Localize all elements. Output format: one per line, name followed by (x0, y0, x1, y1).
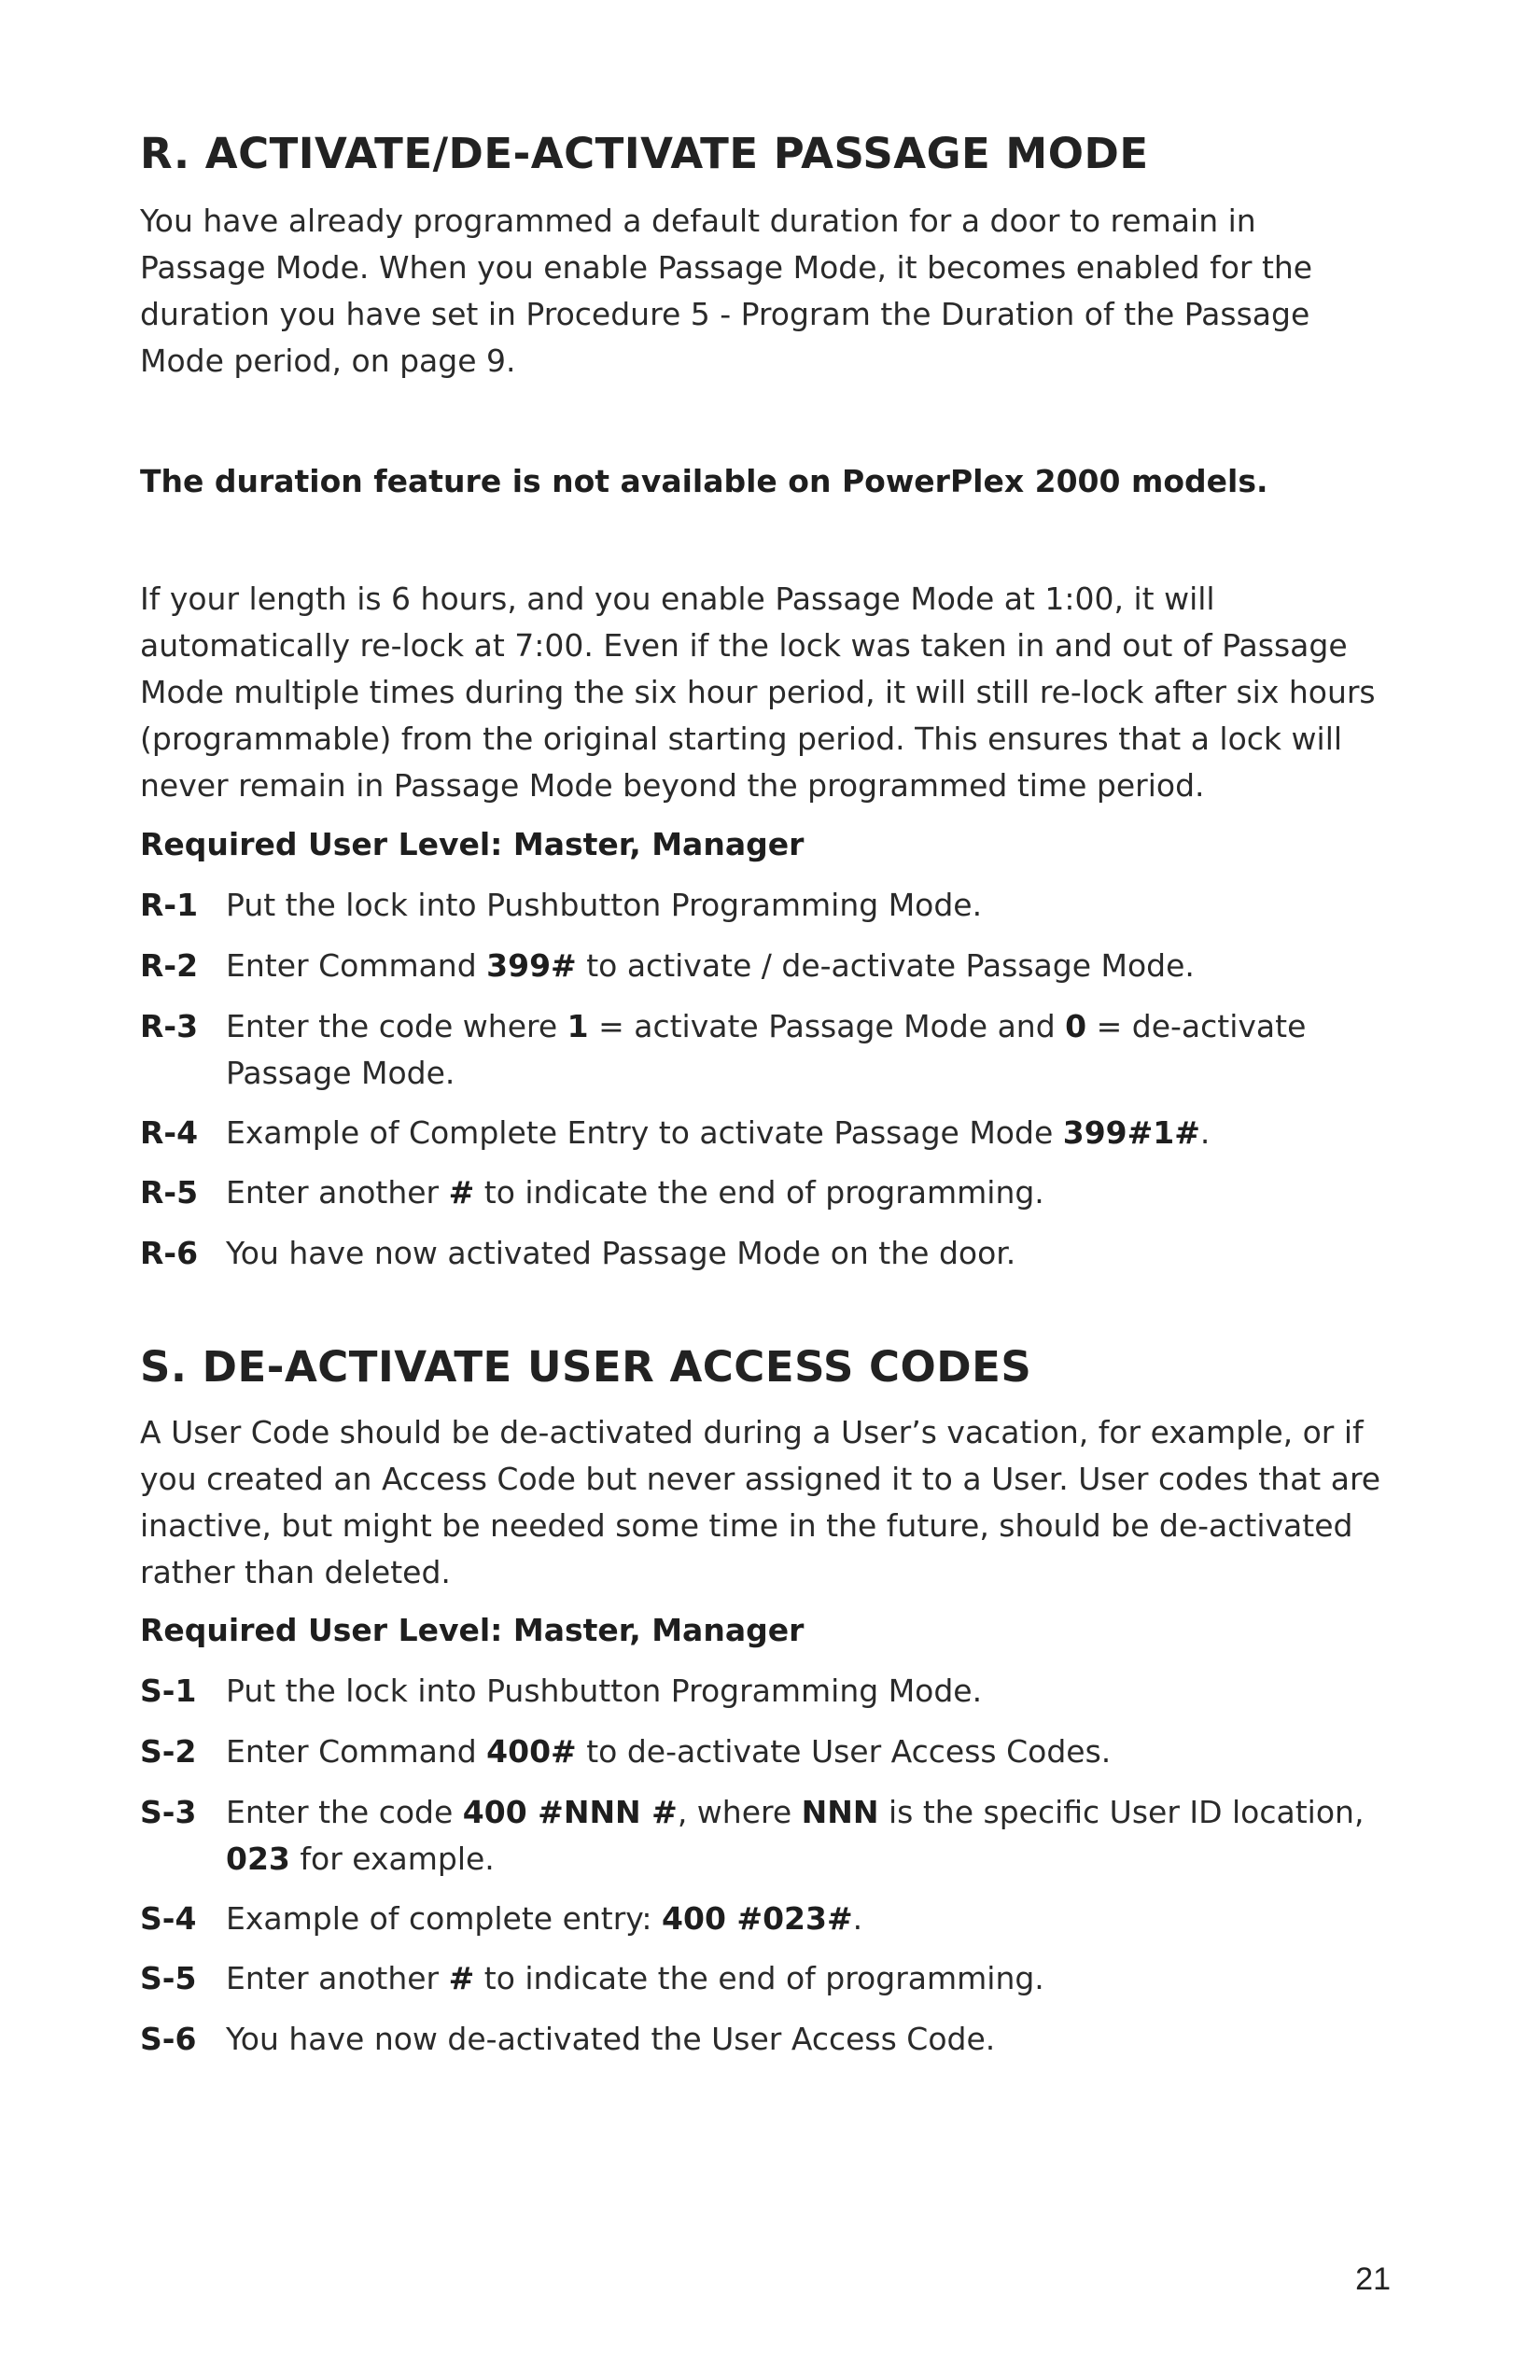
step-text: Enter the code (226, 1794, 463, 1830)
step-text: Enter Command (226, 1733, 487, 1770)
section-r-heading: R. ACTIVATE/DE-ACTIVATE PASSAGE MODE (140, 129, 1149, 178)
step-s-4 (140, 1896, 1400, 1942)
step-text: You have now de-activated the User Access Code. (226, 2021, 996, 2057)
complete-entry: 400 #023# (662, 1900, 853, 1937)
step-text: Example of Complete Entry to activate Passage Mode (226, 1114, 1063, 1151)
duration-note: The duration feature is not available on PowerPlex 2000 models. (140, 463, 1268, 499)
step-r-5 (140, 1169, 1400, 1216)
step-text: = activate Passage Mode and (588, 1008, 1066, 1044)
section-s-required-level: Required User Level: Master, Manager (140, 1612, 805, 1648)
step-s-6 (140, 2016, 1400, 2063)
step-text: to de-activate User Access Codes. (576, 1733, 1112, 1770)
step-r-6 (140, 1230, 1400, 1277)
step-s-3 (140, 1789, 1400, 1883)
hash-key: # (448, 1960, 475, 1996)
activate-code: 1 (567, 1008, 589, 1044)
step-s-5 (140, 1955, 1400, 2002)
step-s-1 (140, 1668, 1400, 1715)
step-number: S-2 (140, 1733, 197, 1770)
step-number: R-5 (140, 1174, 199, 1211)
code-format: 400 #NNN # (462, 1794, 678, 1830)
example-user-id: 023 (226, 1841, 290, 1877)
step-text: Enter another (226, 1174, 449, 1211)
page-number: 21 (1355, 2261, 1391, 2297)
command-code: 399# (486, 947, 577, 984)
step-number: S-3 (140, 1794, 197, 1830)
step-s-2 (140, 1729, 1400, 1775)
hash-key: # (448, 1174, 475, 1211)
step-text: . (1199, 1114, 1211, 1151)
step-number: R-4 (140, 1114, 199, 1151)
step-text: is the specific User ID location, (878, 1794, 1365, 1830)
step-text: You have now activated Passage Mode on the door. (226, 1235, 1016, 1271)
step-text: to indicate the end of programming. (474, 1960, 1044, 1996)
user-id-placeholder: NNN (801, 1794, 879, 1830)
command-code: 400# (486, 1733, 577, 1770)
step-r-1 (140, 882, 1400, 929)
section-s-intro: A User Code should be de-activated during a User’s vacation, for example, or if you created an Access Code but never assigned it to a User. User codes that are inactive, but might be needed some time in the future, should be de-activated rather than deleted. (140, 1414, 1381, 1590)
section-r-intro: You have already programmed a default duration for a door to remain in Passage Mode. When you enable Passage Mode, it becomes enabled for the duration you have set in Procedure 5 - Program the Duration of the Passage Mode period, on page 9. (140, 203, 1313, 379)
step-number: R-6 (140, 1235, 199, 1271)
step-number: R-2 (140, 947, 199, 984)
step-r-3 (140, 1003, 1400, 1097)
step-number: S-5 (140, 1960, 197, 1996)
section-s-heading: S. DE-ACTIVATE USER ACCESS CODES (140, 1342, 1032, 1392)
deactivate-code: 0 (1065, 1008, 1087, 1044)
step-text: Enter another (226, 1960, 449, 1996)
step-text: to activate / de-activate Passage Mode. (576, 947, 1195, 984)
step-text: Put the lock into Pushbutton Programming Mode. (226, 1673, 983, 1709)
step-text: Enter the code where (226, 1008, 567, 1044)
step-text: Enter Command (226, 947, 487, 984)
step-text: for example. (289, 1841, 495, 1877)
step-r-4 (140, 1110, 1400, 1156)
step-number: S-6 (140, 2021, 197, 2057)
step-number: S-4 (140, 1900, 197, 1937)
step-text: to indicate the end of programming. (474, 1174, 1044, 1211)
step-number: R-1 (140, 887, 199, 923)
complete-entry: 399#1# (1062, 1114, 1200, 1151)
step-text: , where (677, 1794, 802, 1830)
step-text: Put the lock into Pushbutton Programming Mode. (226, 887, 983, 923)
section-r-required-level: Required User Level: Master, Manager (140, 826, 805, 862)
step-text: . (852, 1900, 863, 1937)
step-number: S-1 (140, 1673, 197, 1709)
step-number: R-3 (140, 1008, 199, 1044)
section-r-example: If your length is 6 hours, and you enable Passage Mode at 1:00, it will automatically re-lock at 7:00. Even if the lock was taken in and out of Passage Mode multiple times during the six hour period, it will still re-lock after six hours (programmable) from the original starting period. This ensures that a lock will never remain in Passage Mode beyond the programmed time period. (140, 581, 1376, 804)
step-text: Example of complete entry: (226, 1900, 663, 1937)
step-r-2 (140, 943, 1400, 989)
step-text: = de-activate Passage Mode. (226, 1008, 1307, 1091)
